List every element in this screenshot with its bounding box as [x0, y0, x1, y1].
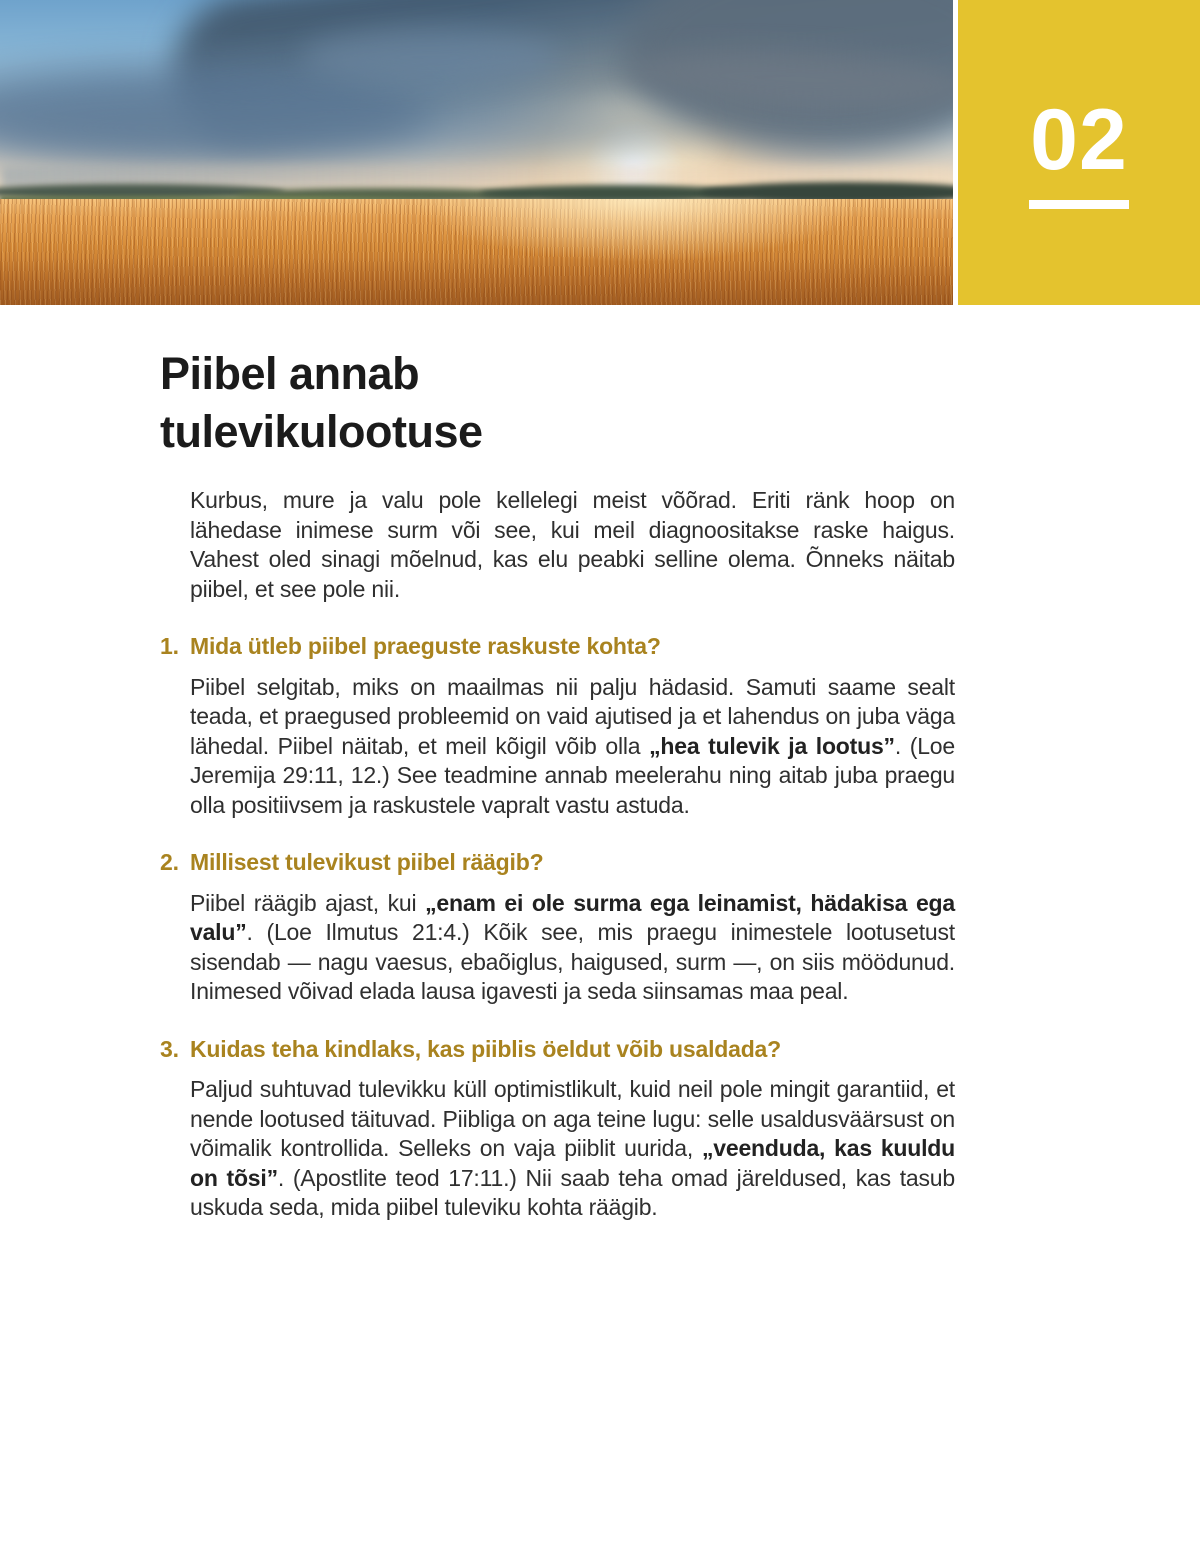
chapter-number: 02 [1030, 91, 1128, 188]
paragraph-text: Piibel räägib ajast, kui [190, 889, 426, 916]
answer-2-paragraph [190, 889, 955, 1007]
intro-paragraph: Kurbus, mure ja valu pole kellelegi meist võõrad. Eriti ränk hoop on lähedase inimese surm või see, kui meil diagnoositakse raske haigus. Vahest oled sinagi mõelnud, kas elu peabki selline olema. Õnneks näitab piibel, et see pole nii. [190, 487, 955, 602]
chapter-number-panel [958, 0, 1200, 305]
scripture-quote-bold: „enam ei ole surma ega leinamist, hädakisa ega valu” [190, 889, 955, 946]
question-1-heading [160, 633, 955, 661]
paragraph-text: . (Loe Ilmutus 21:4.) Kõik see, mis praegu inimestele lootusetust sisendab — nagu vaesus, ebaõiglus, haigused, surm —, on siis möödunud. Inimesed võivad elada lausa igavesti ja seda siinsamas maa peal. [190, 919, 955, 1005]
paragraph-text: . (Loe Jeremija 29:11, 12.) See teadmine annab meelerahu ning aitab juba praegu olla positiivsem ja raskustele vapralt vastu astuda. [190, 732, 955, 818]
question-2-text: Millisest tulevikust piibel räägib? [190, 849, 544, 876]
page-header [0, 0, 1200, 305]
paragraph-text: . (Apostlite teod 17:11.) Nii saab teha omad järeldused, kas tasub uskuda seda, mida piibel tuleviku kohta räägib. [190, 1164, 955, 1221]
question-3-heading [160, 1036, 955, 1064]
question-1-text: Mida ütleb piibel praeguste raskuste kohta? [190, 633, 661, 660]
question-1-number: 1. [160, 633, 179, 660]
paragraph-text: Paljud suhtuvad tulevikku küll optimistlikult, kuid neil pole mingit garantiid, et nende lootused täituvad. Piibliga on aga teine lugu: selle usaldusväärsust on võimalik kontrollida. Selleks on vaja piiblit uurida, [190, 1076, 955, 1162]
question-2-number: 2. [160, 849, 179, 876]
page-title: Piibel annab tulevikulootuse [160, 348, 483, 457]
cloud-shape [300, 30, 560, 85]
cloud-shape [0, 92, 700, 164]
wheat-glow [0, 199, 953, 305]
paragraph-text: Piibel selgitab, miks on maailmas nii palju hädasid. Samuti saame sealt teada, et praegused probleemid on vaid ajutised ja et lahendus on juba väga lähedal. Piibel näitab, et meil kõigil võib olla [190, 673, 955, 759]
answer-1-paragraph [190, 673, 955, 821]
wheat-field [0, 199, 953, 305]
chapter-underline [1029, 200, 1129, 209]
answer-3-paragraph [190, 1075, 955, 1223]
hero-image [0, 0, 953, 305]
scripture-quote-bold: „veenduda, kas kuuldu on tõsi” [190, 1135, 956, 1191]
question-2-heading [160, 849, 955, 877]
question-3-text: Kuidas teha kindlaks, kas piiblis öeldut võib usaldada? [190, 1035, 781, 1062]
scripture-quote-bold: „hea tulevik ja lootus” [649, 732, 895, 759]
question-3-number: 3. [160, 1035, 179, 1062]
article-content [0, 345, 1200, 1223]
